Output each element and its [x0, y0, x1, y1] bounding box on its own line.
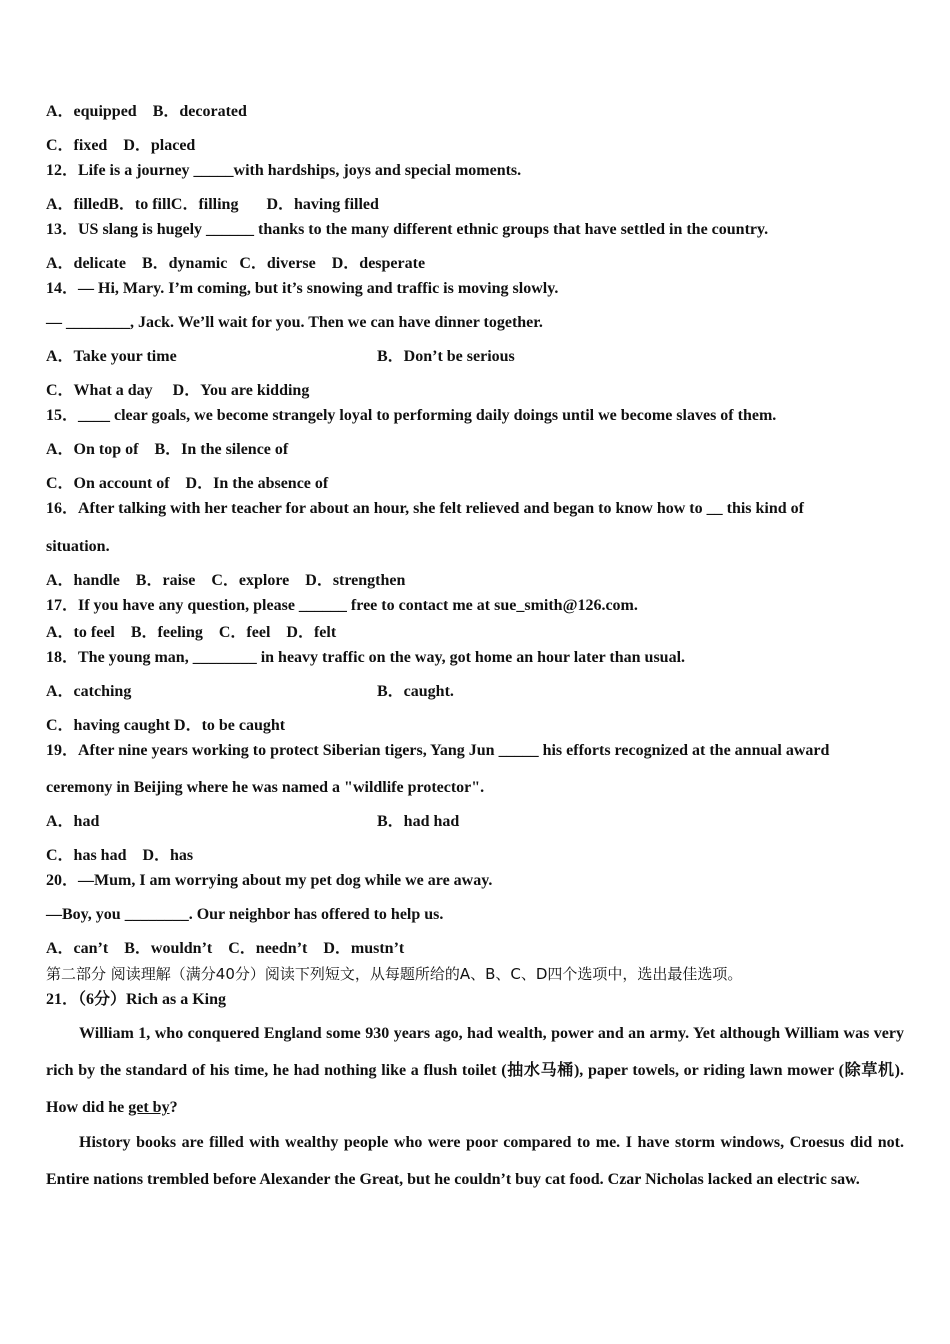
q14-option-a: A．Take your time [46, 348, 177, 365]
question-19-cont: ceremony in Beijing where he was named a "wildlife protector". [46, 779, 485, 796]
question-16-cont: situation. [46, 538, 110, 555]
q16-options: A．handle B．raise C．explore D．strengthen [46, 572, 406, 589]
question-12: 12．Life is a journey _____with hardships, joys and special moments. [46, 162, 522, 179]
q14-option-b: B．Don’t be serious [377, 348, 515, 365]
question-21-title: 21．（6分）Rich as a King [46, 991, 227, 1008]
q19-option-a: A．had [46, 813, 100, 830]
passage-p1-text: William 1, who conquered England some 930 years ago, had wealth, power and an army. Yet although William was very rich by the standard of his time, he had nothing like a flush toilet (抽水马桶), paper towels, or riding lawn mower (除草机). How did he [46, 1025, 904, 1116]
q18-options-cd: C．having caught D．to be caught [46, 717, 286, 734]
q19-option-b: B．had had [377, 813, 460, 830]
section-2-heading: 第二部分 阅读理解（满分40分）阅读下列短文，从每题所给的A、B、C、D四个选项中，选出最佳选项。 [46, 965, 743, 983]
underlined-phrase: get by [128, 1099, 170, 1116]
q11-options-cd: C．fixed D．placed [46, 137, 196, 154]
q17-options: A．to feel B．feeling C．feel D．felt [46, 624, 337, 641]
passage-paragraph-2: History books are filled with wealthy people who were poor compared to me. I have storm windows, Croesus did not. Entire nations trembled before Alexander the Great, but he couldn’t buy cat food. Czar Nicholas lacked an electric saw. [46, 1134, 904, 1188]
q15-options-ab: A．On top of B．In the silence of [46, 441, 289, 458]
question-18: 18．The young man, ________ in heavy traffic on the way, got home an hour later than usual. [46, 649, 686, 666]
q14-options-cd: C．What a day D．You are kidding [46, 382, 310, 399]
question-16: 16．After talking with her teacher for about an hour, she felt relieved and began to know how to __ this kind of [46, 500, 804, 517]
question-15: 15．____ clear goals, we become strangely loyal to performing daily doings until we become slaves of them. [46, 407, 777, 424]
q18-option-b: B．caught. [377, 683, 454, 700]
question-14: 14．— Hi, Mary. I’m coming, but it’s snowing and traffic is moving slowly. [46, 280, 559, 297]
passage-paragraph-1 [46, 1015, 904, 1126]
q12-options: A．filledB．to fillC．filling D．having filled [46, 196, 379, 213]
question-20: 20．—Mum, I am worrying about my pet dog while we are away. [46, 872, 493, 889]
q11-options-ab: A．equipped B．decorated [46, 103, 247, 120]
q19-options-cd: C．has had D．has [46, 847, 194, 864]
question-14-reply: — ________, Jack. We’ll wait for you. Then we can have dinner together. [46, 314, 543, 331]
question-19: 19．After nine years working to protect Siberian tigers, Yang Jun _____ his efforts recognized at the annual award [46, 742, 830, 759]
q15-options-cd: C．On account of D．In the absence of [46, 475, 329, 492]
q13-options: A．delicate B．dynamic C．diverse D．desperate [46, 255, 426, 272]
q20-options: A．can’t B．wouldn’t C．needn’t D．mustn’t [46, 940, 405, 957]
question-13: 13．US slang is hugely ______ thanks to the many different ethnic groups that have settled in the country. [46, 221, 769, 238]
passage-p1-end: ? [169, 1099, 178, 1116]
question-20-reply: —Boy, you ________. Our neighbor has offered to help us. [46, 906, 444, 923]
question-17: 17．If you have any question, please ______ free to contact me at sue_smith@126.com. [46, 597, 638, 614]
q18-option-a: A．catching [46, 683, 132, 700]
